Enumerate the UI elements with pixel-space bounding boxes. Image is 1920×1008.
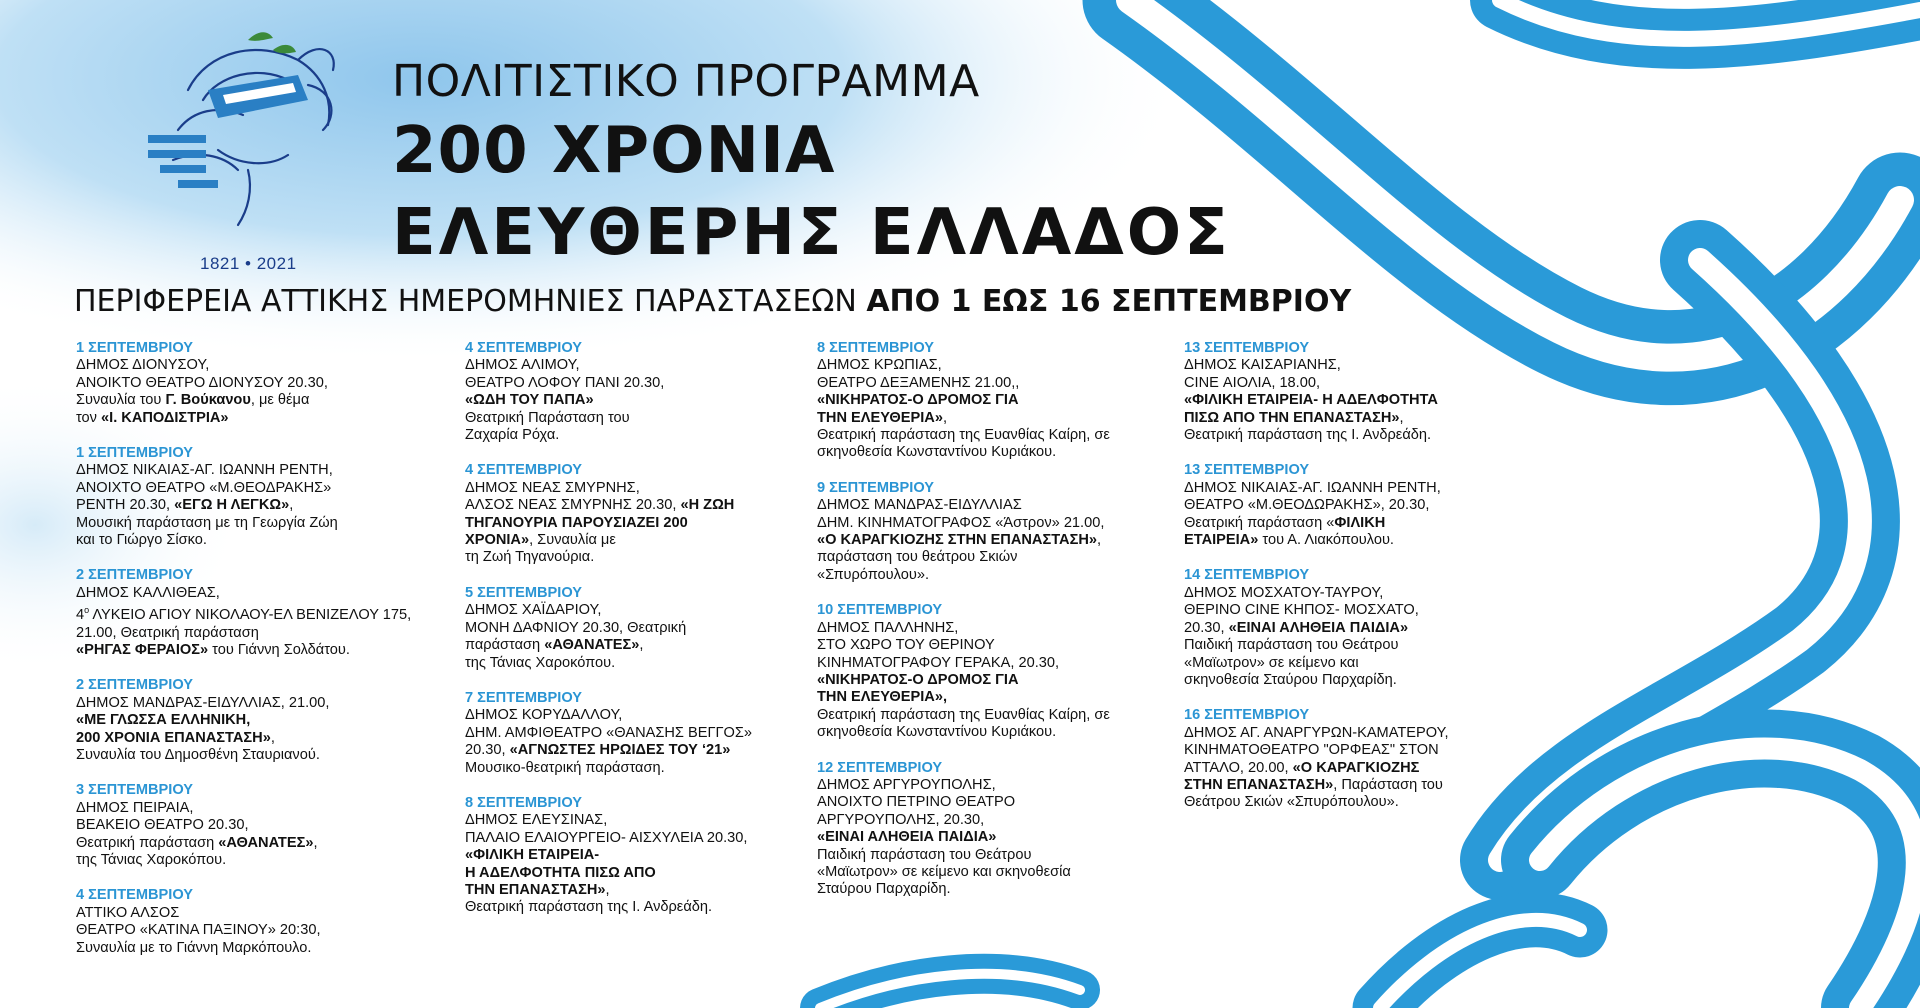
entry-line bbox=[1184, 794, 1559, 811]
entry-title-text: ΧΡΟΝΙΑ» bbox=[465, 532, 530, 549]
entry-text: Θεατρική παράσταση της Ι. Ανδρεάδη. bbox=[1184, 427, 1432, 444]
entry-line bbox=[817, 549, 1192, 566]
entry-line bbox=[817, 375, 1192, 392]
entry-line bbox=[1184, 480, 1559, 497]
schedule-entry bbox=[76, 567, 451, 659]
entry-title-text: «ΕΓΩ Η ΛΕΓΚΩ» bbox=[174, 497, 290, 514]
entry-text: ΑΝΟΙΧΤΟ ΠΕΤΡΙΝΟ ΘΕΑΤΡΟ bbox=[817, 794, 1016, 811]
entry-line bbox=[465, 637, 840, 654]
entry-date: 14 ΣΕΠΤΕΜΒΡΙΟΥ bbox=[1184, 567, 1310, 584]
entry-text: Θεατρική παράσταση της Ευανθίας Καίρη, σε bbox=[817, 706, 1110, 723]
entry-line bbox=[465, 742, 840, 759]
entry-text: ΔΗΜ. ΚΙΝΗΜΑΤΟΓΡΑΦΟΣ «Άστρον» 21.00, bbox=[817, 514, 1105, 531]
entry-line bbox=[817, 829, 1192, 846]
entry-text: 20.30, bbox=[465, 742, 510, 759]
entry-line bbox=[1184, 357, 1559, 374]
entry-line bbox=[465, 480, 840, 497]
entry-text: ΔΗΜΟΣ ΚΑΙΣΑΡΙΑΝΗΣ, bbox=[1184, 357, 1341, 374]
entry-text: ΔΗΜΟΣ ΜΑΝΔΡΑΣ-ΕΙΔΥΛΛΙΑΣ bbox=[817, 497, 1022, 514]
header-line-3: ΕΛΕΥΘΕΡΗΣ ΕΛΛΑΔΟΣ bbox=[392, 196, 1231, 270]
entry-line bbox=[817, 847, 1192, 864]
entry-date: 4 ΣΕΠΤΕΜΒΡΙΟΥ bbox=[76, 887, 194, 904]
entry-text: ΑΡΓΥΡΟΥΠΟΛΗΣ, 20.30, bbox=[817, 811, 985, 828]
entry-text: ΔΗΜΟΣ ΜΑΝΔΡΑΣ-ΕΙΔΥΛΛΙΑΣ, 21.00, bbox=[76, 694, 330, 711]
entry-line bbox=[817, 864, 1192, 881]
entry-text: , bbox=[605, 881, 610, 898]
entry-line bbox=[817, 620, 1192, 637]
entry-title-text: ΣΤΗΝ ΕΠΑΝΑΣΤΑΣΗ» bbox=[1184, 776, 1334, 793]
entry-line bbox=[817, 532, 1192, 549]
entry-date: 8 ΣΕΠΤΕΜΒΡΙΟΥ bbox=[465, 794, 583, 811]
entry-line bbox=[465, 620, 840, 637]
entry-line bbox=[76, 515, 451, 532]
entry-text: τον bbox=[76, 409, 102, 426]
entry-date: 5 ΣΕΠΤΕΜΒΡΙΟΥ bbox=[465, 584, 583, 601]
entry-title-text: «Ι. ΚΑΠΟΔΙΣΤΡΙΑ» bbox=[101, 409, 229, 426]
entry-text: , με θέμα bbox=[250, 392, 310, 409]
schedule-entry bbox=[1184, 462, 1559, 549]
entry-date: 13 ΣΕΠΤΕΜΒΡΙΟΥ bbox=[1184, 340, 1310, 356]
entry-line bbox=[76, 532, 451, 549]
entry-text: ΜΟΝΗ ΔΑΦΝΙΟΥ 20.30, Θεατρική bbox=[465, 619, 687, 636]
entry-text: 21.00, Θεατρική παράσταση bbox=[76, 624, 259, 641]
subtitle-region: ΠΕΡΙΦΕΡΕΙΑ ΑΤΤΙΚΗΣ ΗΜΕΡΟΜΗΝΙΕΣ ΠΑΡΑΣΤΑΣΕΩΝ bbox=[74, 284, 867, 319]
schedule-entry bbox=[465, 340, 840, 444]
entry-line bbox=[817, 689, 1192, 706]
entry-line bbox=[465, 375, 840, 392]
entry-line bbox=[817, 444, 1192, 461]
entry-text: ΠΑΛΑΙΟ ΕΛΑΙΟΥΡΓΕΙΟ- ΑΙΣΧΥΛΕΙΑ 20.30, bbox=[465, 829, 748, 846]
entry-text: ΚΙΝΗΜΑΤΟΘΕΑΤΡΟ "ΟΡΦΕΑΣ" ΣΤΟΝ bbox=[1184, 742, 1439, 759]
entry-text: ΣΤΟ ΧΩΡΟ ΤΟΥ ΘΕΡΙΝΟΥ bbox=[817, 637, 995, 654]
entry-text: Συναυλία του Δημοσθένη Σταυριανού. bbox=[76, 746, 320, 763]
entry-date: 10 ΣΕΠΤΕΜΒΡΙΟΥ bbox=[817, 602, 943, 619]
schedule-entry bbox=[465, 690, 840, 777]
entry-text: Θεατρική παράσταση της Ι. Ανδρεάδη. bbox=[465, 899, 713, 916]
entry-line bbox=[465, 882, 840, 899]
schedule-entry bbox=[817, 480, 1192, 584]
schedule-entry bbox=[76, 677, 451, 764]
entry-title-text: «ΜΕ ΓΛΩΣΣΑ ΕΛΛΗΝΙΚΗ, bbox=[76, 712, 251, 729]
entry-text: ΘΕΡΙΝΟ CINE ΚΗΠΟΣ- ΜΟΣΧΑΤΟ, bbox=[1184, 602, 1419, 619]
entry-line bbox=[76, 800, 451, 817]
entry-line bbox=[76, 602, 451, 624]
entry-text: και το Γιώργο Σίσκο. bbox=[76, 532, 207, 549]
entry-title-text: Η ΑΔΕΛΦΟΤΗΤΑ ΠΙΣΩ ΑΠΟ bbox=[465, 864, 656, 881]
entry-text: ΘΕΑΤΡΟ ΛΟΦΟΥ ΠΑΝΙ 20.30, bbox=[465, 374, 665, 391]
entry-date: 1 ΣΕΠΤΕΜΒΡΙΟΥ bbox=[76, 445, 194, 462]
entry-line bbox=[465, 865, 840, 882]
entry-line bbox=[76, 712, 451, 729]
entry-line bbox=[1184, 532, 1559, 549]
entry-title-text: «ΡΗΓΑΣ ΦΕΡΑΙΟΣ» bbox=[76, 641, 209, 658]
entry-date: 2 ΣΕΠΤΕΜΒΡΙΟΥ bbox=[76, 677, 194, 694]
header-line-1: ΠΟΛΙΤΙΣΤΙΚΟ ΠΡΟΓΡΑΜΜΑ bbox=[392, 56, 980, 107]
entry-line bbox=[817, 515, 1192, 532]
entry-date: 2 ΣΕΠΤΕΜΒΡΙΟΥ bbox=[76, 567, 194, 584]
entry-line bbox=[1184, 392, 1559, 409]
schedule-entry bbox=[817, 340, 1192, 462]
entry-text: «Σπυρόπουλου». bbox=[817, 566, 930, 583]
entry-date: 8 ΣΕΠΤΕΜΒΡΙΟΥ bbox=[817, 340, 935, 356]
entry-line bbox=[465, 427, 840, 444]
header-line-2: 200 ΧΡΟΝΙΑ bbox=[392, 114, 836, 188]
entry-text: ΔΗΜΟΣ ΚΟΡΥΔΑΛΛΟΥ, bbox=[465, 707, 623, 724]
entry-line bbox=[817, 497, 1192, 514]
entry-line bbox=[817, 672, 1192, 689]
entry-text: Συναυλία του bbox=[76, 392, 166, 409]
schedule-column-1 bbox=[76, 340, 451, 975]
entry-text: ΑΤΤΑΛΟ, 20.00, bbox=[1184, 759, 1293, 776]
entry-line bbox=[465, 812, 840, 829]
schedule-entry bbox=[465, 462, 840, 566]
entry-line bbox=[465, 532, 840, 549]
entry-text: ΔΗΜΟΣ ΝΕΑΣ ΣΜΥΡΝΗΣ, bbox=[465, 479, 640, 496]
entry-line bbox=[1184, 655, 1559, 672]
entry-title-text: ΕΤΑΙΡΕΙΑ» bbox=[1184, 532, 1259, 549]
entry-text: «Μαϊωτρον» σε κείμενο και σκηνοθεσία bbox=[817, 863, 1071, 880]
entry-date: 12 ΣΕΠΤΕΜΒΡΙΟΥ bbox=[817, 759, 943, 776]
subtitle bbox=[74, 284, 1351, 319]
entry-line bbox=[76, 462, 451, 479]
schedule-entry bbox=[817, 602, 1192, 741]
entry-text: , bbox=[313, 834, 318, 851]
entry-line bbox=[76, 695, 451, 712]
entry-line bbox=[465, 760, 840, 777]
entry-line bbox=[465, 549, 840, 566]
entry-text: ο bbox=[84, 605, 90, 616]
entry-text: Θεατρική Παράσταση του bbox=[465, 409, 630, 426]
entry-text: ΔΗΜΟΣ ΕΛΕΥΣΙΝΑΣ, bbox=[465, 812, 608, 829]
logo-years: 1821 • 2021 bbox=[200, 254, 297, 273]
entry-line bbox=[1184, 620, 1559, 637]
entry-title-text: «ΝΙΚΗΡΑΤΟΣ-Ο ΔΡΟΜΟΣ ΓΙΑ bbox=[817, 392, 1019, 409]
entry-line bbox=[76, 410, 451, 427]
entry-title-text: ΠΙΣΩ ΑΠΟ ΤΗΝ ΕΠΑΝΑΣΤΑΣΗ» bbox=[1184, 409, 1400, 426]
entry-text: , bbox=[942, 409, 948, 426]
schedule-entry bbox=[817, 760, 1192, 899]
entry-text: Ζαχαρία Ρόχα. bbox=[465, 427, 560, 444]
entry-text: ΔΗΜΟΣ ΑΛΙΜΟΥ, bbox=[465, 357, 580, 374]
schedule-entry bbox=[76, 445, 451, 549]
entry-text: ΔΗΜΟΣ ΝΙΚΑΙΑΣ-ΑΓ. ΙΩΑΝΝΗ ΡΕΝΤΗ, bbox=[1184, 479, 1441, 496]
entry-line bbox=[1184, 725, 1559, 742]
entry-line bbox=[465, 410, 840, 427]
entry-date: 9 ΣΕΠΤΕΜΒΡΙΟΥ bbox=[817, 479, 935, 496]
entry-line bbox=[1184, 760, 1559, 777]
entry-text: παράσταση bbox=[465, 637, 545, 654]
schedule-column-3 bbox=[817, 340, 1192, 917]
entry-text: , Συναυλία με bbox=[529, 532, 616, 549]
entry-text: ΔΗΜΟΣ ΑΡΓΥΡΟΥΠΟΛΗΣ, bbox=[817, 776, 996, 793]
entry-line bbox=[1184, 585, 1559, 602]
entry-text: σκηνοθεσία Κωνσταντίνου Κυριάκου. bbox=[817, 444, 1057, 461]
entry-text: ΘΕΑΤΡΟ «ΚΑΤΙΝΑ ΠΑΞΙΝΟΥ» 20:30, bbox=[76, 922, 321, 939]
entry-line bbox=[76, 940, 451, 957]
entry-line bbox=[1184, 497, 1559, 514]
entry-line bbox=[76, 642, 451, 659]
entry-title-text: «Ο ΚΑΡΑΓΚΙΟΖΗΣ ΣΤΗΝ ΕΠΑΝΑΣΤΑΣΗ» bbox=[817, 532, 1098, 549]
entry-text: ΔΗΜΟΣ ΠΑΛΛΗΝΗΣ, bbox=[817, 619, 959, 636]
entry-text: , bbox=[1097, 532, 1102, 549]
entry-text: , bbox=[270, 729, 275, 746]
entry-date: 7 ΣΕΠΤΕΜΒΡΙΟΥ bbox=[465, 689, 583, 706]
entry-text: ΔΗΜΟΣ ΚΑΛΛΙΘΕΑΣ, bbox=[76, 584, 220, 601]
entry-title-text: ΤΗΓΑΝΟΥΡΙΑ ΠΑΡΟΥΣΙΑΖΕΙ 200 bbox=[465, 514, 688, 531]
entry-line bbox=[817, 794, 1192, 811]
entry-line bbox=[817, 567, 1192, 584]
entry-text: ΔΗΜΟΣ ΔΙΟΝΥΣΟΥ, bbox=[76, 357, 210, 374]
entry-text: ΑΝΟΙΧΤΟ ΘΕΑΤΡΟ «Μ.ΘΕΟΔΡΑΚΗΣ» bbox=[76, 479, 332, 496]
entry-line bbox=[817, 427, 1192, 444]
entry-text: ΔΗΜΟΣ ΑΓ. ΑΝΑΡΓΥΡΩΝ-ΚΑΜΑΤΕΡΟΥ, bbox=[1184, 724, 1449, 741]
entry-title-text: «ΕΙΝΑΙ ΑΛΗΘΕΙΑ ΠΑΙΔΙΑ» bbox=[1228, 619, 1409, 636]
schedule-column-4 bbox=[1184, 340, 1559, 830]
entry-line bbox=[465, 515, 840, 532]
entry-line bbox=[1184, 742, 1559, 759]
entry-title-text: ΦΙΛΙΚΗ bbox=[1334, 514, 1386, 531]
entry-title-text: «ΦΙΛΙΚΗ ΕΤΑΙΡΕΙΑ- Η ΑΔΕΛΦΟΤΗΤΑ bbox=[1184, 392, 1438, 409]
entry-text: Παιδική παράσταση του Θεάτρου bbox=[817, 846, 1032, 863]
entry-text: Θεατρική παράσταση « bbox=[1184, 514, 1335, 531]
schedule-entry bbox=[1184, 340, 1559, 444]
entry-line bbox=[76, 392, 451, 409]
schedule-column-2 bbox=[465, 340, 840, 935]
entry-text: Παιδική παράσταση του Θεάτρου bbox=[1184, 637, 1399, 654]
entry-line bbox=[76, 852, 451, 869]
entry-line bbox=[465, 392, 840, 409]
entry-line bbox=[817, 655, 1192, 672]
entry-line bbox=[76, 497, 451, 514]
entry-text: Συναυλία με το Γιάννη Μαρκόπουλο. bbox=[76, 939, 312, 956]
entry-line bbox=[1184, 602, 1559, 619]
entry-title-text: «ΦΙΛΙΚΗ ΕΤΑΙΡΕΙΑ- bbox=[465, 847, 600, 864]
entry-line bbox=[76, 357, 451, 374]
entry-title-text: ΤΗΝ ΕΠΑΝΑΣΤΑΣΗ» bbox=[465, 881, 606, 898]
schedule-entry bbox=[1184, 707, 1559, 811]
entry-line bbox=[1184, 777, 1559, 794]
entry-text: ΘΕΑΤΡΟ ΔΕΞΑΜΕΝΗΣ 21.00,, bbox=[817, 374, 1020, 391]
entry-line bbox=[1184, 672, 1559, 689]
entry-text: 20.30, bbox=[1184, 619, 1229, 636]
entry-text: 4 bbox=[76, 607, 85, 624]
entry-date: 4 ΣΕΠΤΕΜΒΡΙΟΥ bbox=[465, 462, 583, 479]
entry-text: ΔΗΜ. ΑΜΦΙΘΕΑΤΡΟ «ΘΑΝΑΣΗΣ ΒΕΓΓΟΣ» bbox=[465, 724, 753, 741]
entry-line bbox=[817, 410, 1192, 427]
entry-line bbox=[1184, 410, 1559, 427]
entry-text: , Παράσταση του bbox=[1333, 776, 1443, 793]
entry-date: 4 ΣΕΠΤΕΜΒΡΙΟΥ bbox=[465, 340, 583, 356]
entry-text: σκηνοθεσία Σταύρου Παρχαρίδη. bbox=[1184, 671, 1397, 688]
entry-title-text: «ΑΓΝΩΣΤΕΣ ΗΡΩΙΔΕΣ ΤΟΥ ‘21» bbox=[509, 742, 731, 759]
entry-text: παράσταση του θεάτρου Σκιών bbox=[817, 549, 1018, 566]
entry-text: ΚΙΝΗΜΑΤΟΓΡΑΦΟΥ ΓΕΡΑΚΑ, 20.30, bbox=[817, 654, 1060, 671]
entry-title-text: «ΑΘΑΝΑΤΕΣ» bbox=[544, 637, 640, 654]
entry-text: ΔΗΜΟΣ ΠΕΙΡΑΙΑ, bbox=[76, 799, 194, 816]
entry-date: 16 ΣΕΠΤΕΜΒΡΙΟΥ bbox=[1184, 707, 1310, 724]
entry-line bbox=[465, 497, 840, 514]
entry-line bbox=[76, 817, 451, 834]
schedule-entry bbox=[1184, 567, 1559, 689]
entry-title-text: «Ο ΚΑΡΑΓΚΙΟΖΗΣ bbox=[1292, 759, 1420, 776]
subtitle-date-range: ΑΠΟ 1 ΕΩΣ 16 ΣΕΠΤΕΜΒΡΙΟΥ bbox=[866, 284, 1352, 319]
entry-line bbox=[465, 655, 840, 672]
schedule-entry bbox=[465, 585, 840, 672]
entry-text: Θεάτρου Σκιών «Σπυρόπουλου». bbox=[1184, 794, 1399, 811]
entry-line bbox=[465, 357, 840, 374]
entry-date: 1 ΣΕΠΤΕΜΒΡΙΟΥ bbox=[76, 340, 194, 356]
entry-text: Μουσικο-θεατρική παράσταση. bbox=[465, 759, 665, 776]
entry-text: του Γιάννη Σολδάτου. bbox=[208, 641, 350, 658]
entry-line bbox=[817, 777, 1192, 794]
entry-title-text: 200 ΧΡΟΝΙΑ ΕΠΑΝΑΣΤΑΣΗ» bbox=[76, 729, 271, 746]
entry-title-text: Γ. Βούκανου bbox=[165, 392, 251, 409]
entry-line bbox=[465, 899, 840, 916]
entry-title-text: «ΝΙΚΗΡΑΤΟΣ-Ο ΔΡΟΜΟΣ ΓΙΑ bbox=[817, 671, 1019, 688]
entry-line bbox=[465, 707, 840, 724]
entry-text: Θεατρική παράσταση της Ευανθίας Καίρη, σε bbox=[817, 427, 1110, 444]
entry-line bbox=[817, 724, 1192, 741]
entry-line bbox=[817, 392, 1192, 409]
entry-line bbox=[76, 905, 451, 922]
entry-line bbox=[465, 847, 840, 864]
schedule-entry bbox=[76, 782, 451, 869]
entry-text: της Τάνιας Χαροκόπου. bbox=[76, 852, 227, 869]
entry-line bbox=[465, 725, 840, 742]
entry-title-text: ΤΗΝ ΕΛΕΥΘΕΡΙΑ», bbox=[817, 689, 948, 706]
entry-date: 3 ΣΕΠΤΕΜΒΡΙΟΥ bbox=[76, 782, 194, 799]
entry-text: CINE ΑΙΟΛΙΑ, 18.00, bbox=[1184, 374, 1321, 391]
entry-text: ΔΗΜΟΣ ΚΡΩΠΙΑΣ, bbox=[817, 357, 942, 374]
entry-title-text: «ΕΙΝΑΙ ΑΛΗΘΕΙΑ ΠΑΙΔΙΑ» bbox=[817, 829, 997, 846]
entry-title-text: «Η ΖΩΗ bbox=[680, 497, 735, 514]
entry-text: ΑΤΤΙΚΟ ΑΛΣΟΣ bbox=[76, 904, 180, 921]
entry-text: ΛΥΚΕΙΟ ΑΓΙΟΥ ΝΙΚΟΛΑΟΥ-ΕΛ ΒΕΝΙΖΕΛΟΥ 175, bbox=[89, 607, 412, 624]
entry-text: ΡΕΝΤΗ 20.30, bbox=[76, 497, 175, 514]
entry-line bbox=[817, 707, 1192, 724]
entry-date: 13 ΣΕΠΤΕΜΒΡΙΟΥ bbox=[1184, 462, 1310, 479]
entry-line bbox=[76, 585, 451, 602]
schedule-entry bbox=[76, 887, 451, 957]
entry-text: , bbox=[1399, 409, 1404, 426]
entry-line bbox=[465, 602, 840, 619]
entry-line bbox=[817, 637, 1192, 654]
entry-text: ΔΗΜΟΣ ΧΑΪΔΑΡΙΟΥ, bbox=[465, 602, 602, 619]
entry-line bbox=[1184, 515, 1559, 532]
entry-title-text: ΤΗΝ ΕΛΕΥΘΕΡΙΑ» bbox=[817, 409, 943, 426]
schedule-entry bbox=[76, 340, 451, 427]
greek-flag-head-emblem-icon bbox=[148, 30, 348, 250]
schedule-entry bbox=[465, 795, 840, 917]
entry-line bbox=[76, 747, 451, 764]
entry-line bbox=[76, 922, 451, 939]
entry-line bbox=[817, 357, 1192, 374]
entry-line bbox=[76, 375, 451, 392]
entry-text: Μουσική παράσταση με τη Γεωργία Ζώη bbox=[76, 514, 338, 531]
entry-line bbox=[76, 835, 451, 852]
entry-line bbox=[817, 812, 1192, 829]
entry-title-text: «ΑΘΑΝΑΤΕΣ» bbox=[218, 834, 314, 851]
entry-text: ΑΝΟΙΚΤΟ ΘΕΑΤΡΟ ΔΙΟΝΥΣΟΥ 20.30, bbox=[76, 374, 328, 391]
entry-text: ΒΕΑΚΕΙΟ ΘΕΑΤΡΟ 20.30, bbox=[76, 817, 249, 834]
entry-line bbox=[1184, 637, 1559, 654]
entry-text: Σταύρου Παρχαρίδη. bbox=[817, 881, 951, 898]
entry-line bbox=[76, 480, 451, 497]
entry-line bbox=[817, 881, 1192, 898]
entry-line bbox=[76, 730, 451, 747]
entry-text: «Μαϊωτρον» σε κείμενο και bbox=[1184, 654, 1359, 671]
entry-text: ΑΛΣΟΣ ΝΕΑΣ ΣΜΥΡΝΗΣ 20.30, bbox=[465, 497, 681, 514]
entry-text: , bbox=[639, 637, 644, 654]
entry-title-text: «ΩΔΗ ΤΟΥ ΠΑΠΑ» bbox=[465, 392, 594, 409]
entry-text: ΔΗΜΟΣ ΜΟΣΧΑΤΟΥ-ΤΑΥΡΟΥ, bbox=[1184, 584, 1384, 601]
entry-text: του Α. Λιακόπουλου. bbox=[1258, 532, 1394, 549]
entry-line bbox=[465, 830, 840, 847]
entry-text: , bbox=[289, 497, 294, 514]
entry-text: της Τάνιας Χαροκόπου. bbox=[465, 654, 616, 671]
entry-line bbox=[1184, 427, 1559, 444]
entry-line bbox=[1184, 375, 1559, 392]
entry-line bbox=[76, 625, 451, 642]
entry-text: Θεατρική παράσταση bbox=[76, 834, 219, 851]
entry-text: ΘΕΑΤΡΟ «Μ.ΘΕΟΔΩΡΑΚΗΣ», 20.30, bbox=[1184, 497, 1430, 514]
entry-text: σκηνοθεσία Κωνσταντίνου Κυριάκου. bbox=[817, 724, 1057, 741]
entry-text: ΔΗΜΟΣ ΝΙΚΑΙΑΣ-ΑΓ. ΙΩΑΝΝΗ ΡΕΝΤΗ, bbox=[76, 462, 333, 479]
entry-text: τη Ζωή Τηγανούρια. bbox=[465, 549, 595, 566]
